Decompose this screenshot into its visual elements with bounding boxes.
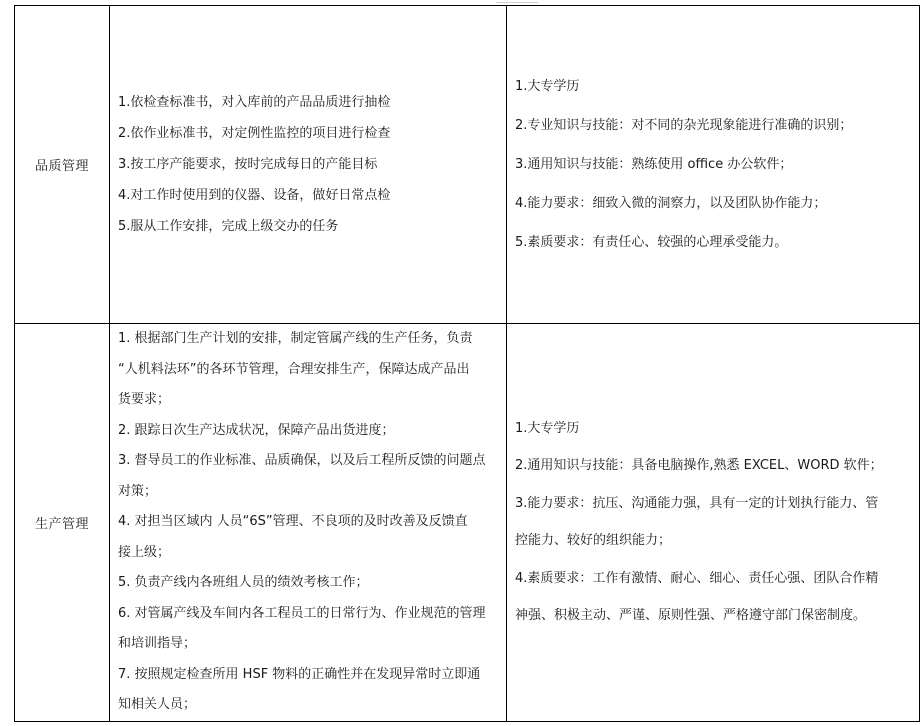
duty-line: 货要求；: [118, 392, 171, 407]
position-name: 生产管理: [34, 516, 89, 532]
duties-cell: [110, 324, 507, 722]
duty-line: “人机料法环”的各环节管理，合理安排生产，保障达成产品出: [118, 361, 470, 377]
duty-line: 3. 督导员工的作业标准、品质确保，以及后工程所反馈的问题点: [118, 453, 486, 468]
table-row-production: [15, 324, 920, 722]
job-description-table: [14, 5, 920, 722]
duty-line: 2. 跟踪日次生产达成状况，保障产品出货进度；: [118, 422, 395, 438]
duty-line: 7. 按照规定检查所用 HSF 物料的正确性并在发现异常时立即通: [118, 666, 481, 682]
requirements-list: [507, 410, 919, 635]
duty-item: 4.对工作时使用到的仪器、设备，做好日常点检: [118, 188, 391, 203]
duty-item: 5.服从工作安排，完成上级交办的任务: [118, 219, 339, 234]
requirement-line: 2.通用知识与技能：具备电脑操作,熟悉 EXCEL、WORD 软件；: [515, 458, 883, 474]
table-row-quality: [15, 6, 920, 324]
duties-cell: [110, 6, 507, 324]
requirement-item: 3.通用知识与技能：熟练使用 office 办公软件；: [515, 157, 793, 172]
duty-line: 对策；: [118, 483, 158, 499]
requirements-list: [507, 67, 919, 262]
position-cell: [15, 324, 110, 722]
requirement-line: 1.大专学历: [515, 420, 580, 436]
requirement-item: 5.素质要求：有责任心、较强的心理承受能力。: [515, 235, 788, 250]
duty-item: 2.依作业标准书，对定例性监控的项目进行检查: [118, 126, 391, 141]
duty-line: 6. 对管属产线及车间内各工程员工的日常行为、作业规范的管理: [118, 605, 486, 621]
duties-list: [110, 324, 506, 721]
page-top-mark: [496, 0, 538, 3]
duty-line: 1. 根据部门生产计划的安排，制定管属产线的生产任务，负责: [118, 331, 473, 346]
duty-line: 5. 负责产线内各班组人员的绩效考核工作；: [118, 575, 369, 590]
duty-item: 3.按工序产能要求，按时完成每日的产能目标: [118, 157, 378, 172]
duty-line: 知相关人员；: [118, 697, 197, 712]
requirement-item: 2.专业知识与技能：对不同的杂光现象能进行准确的识别；: [515, 118, 853, 133]
requirement-line: 控能力、较好的组织能力；: [515, 533, 672, 549]
requirement-item: 1.大专学历: [515, 79, 580, 94]
requirement-line: 神强、积极主动、严谨、原则性强、严格遵守部门保密制度。: [515, 608, 867, 624]
position-name: 品质管理: [34, 159, 89, 174]
requirement-line: 4.素质要求：工作有激情、耐心、细心、责任心强、团队合作精: [515, 570, 879, 586]
requirements-cell: [507, 6, 920, 324]
duty-line: 接上级；: [118, 544, 171, 560]
duties-list: [110, 87, 506, 242]
requirements-cell: [507, 324, 920, 722]
requirement-item: 4.能力要求：细致入微的洞察力，以及团队协作能力；: [515, 196, 827, 211]
position-cell: [15, 6, 110, 324]
requirement-line: 3.能力要求：抗压、沟通能力强，具有一定的计划执行能力、管: [515, 495, 879, 511]
duty-item: 1.依检查标准书，对入库前的产品品质进行抽检: [118, 95, 391, 110]
duty-line: 4. 对担当区域内 人员“6S”管理、不良项的及时改善及反馈直: [118, 514, 468, 529]
duty-line: 和培训指导；: [118, 636, 197, 651]
